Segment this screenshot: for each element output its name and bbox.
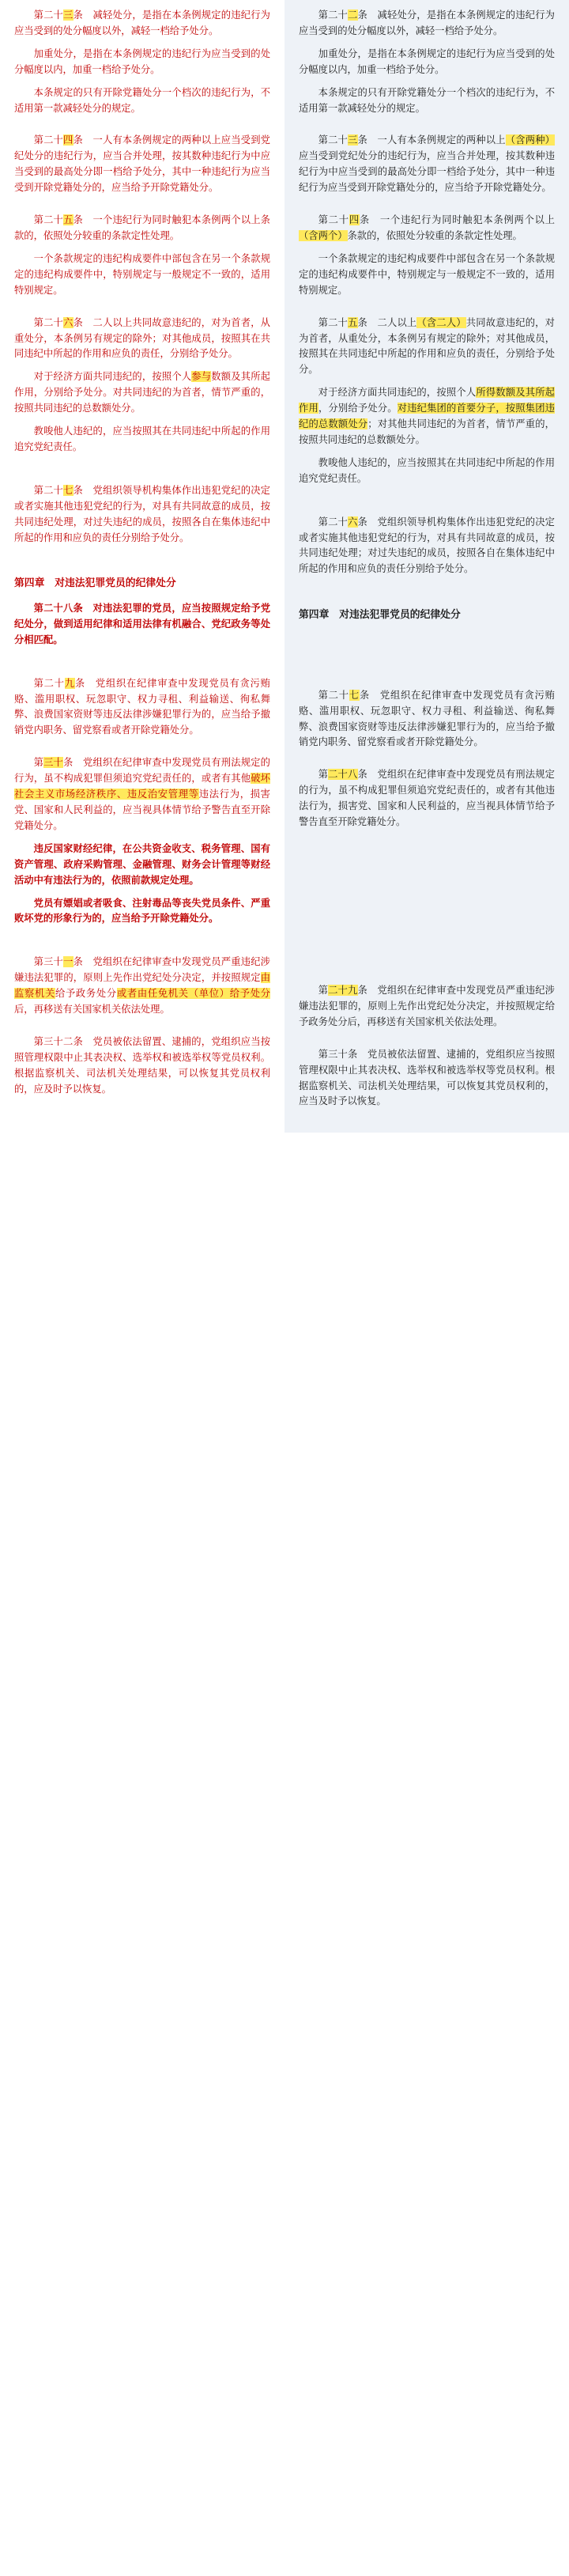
text-run: 数额及其所起作用，分别给予处分。对共同违纪的为首者，情节严重的，按照共同违纪的总数额处分。 [14, 371, 270, 414]
two-column-document [0, 0, 569, 1133]
article-paragraph [14, 8, 270, 40]
text-run: 本条规定的只有开除党籍处分一个档次的违纪行为，不适用第一款减轻处分的规定。 [14, 86, 270, 114]
article-paragraph [14, 47, 270, 78]
text-run: 对于经济方面共同违纪的，按照个人 [33, 371, 192, 383]
highlighted-text: 二 [348, 9, 358, 21]
article-paragraph [14, 1035, 270, 1098]
paragraph-spacer [299, 584, 555, 594]
article-paragraph [14, 842, 270, 889]
text-run: ，分别给予处分。 [318, 403, 398, 414]
text-run: 条 党组织在纪律审查中发现党员有贪污贿赂、滥用职权、玩忽职守、权力寻租、利益输送、徇私舞弊、浪费国家资财等违反法律涉嫌犯罪行为的，应当给予撤销党内职务、留党察看或者开除党籍处分。 [299, 689, 555, 748]
article-paragraph [299, 213, 555, 244]
text-run: 加重处分，是指在本条例规定的违纪行为应当受到的处分幅度以内，加重一档给予处分。 [14, 47, 270, 75]
highlighted-text: 对违纪集团的首要分子，按照集团违纪的总数额处分 [299, 403, 555, 430]
highlighted-text: 三 [348, 134, 358, 146]
paragraph-spacer [299, 838, 555, 893]
text-run: 第二十 [318, 9, 349, 21]
text-run: 第二十 [33, 316, 64, 328]
article-paragraph [14, 316, 270, 363]
highlighted-text: 六 [348, 516, 358, 528]
article-paragraph [299, 385, 555, 448]
text-run: 第 [318, 985, 329, 996]
text-run: 党员有嫖娼或者吸食、注射毒品等丧失党员条件、严重败坏党的形象行为的，应当给予开除党籍处分。 [14, 897, 270, 925]
highlighted-text: 七 [349, 689, 360, 701]
article-paragraph [14, 213, 270, 244]
text-run: 违反国家财经纪律，在公共资金收支、税务管理、国有资产管理、政府采购管理、金融管理、财务会计管理等财经活动中有违法行为的，依照前款规定处理。 [14, 842, 270, 886]
paragraph-spacer [14, 203, 270, 213]
text-run: 第 [318, 769, 329, 781]
paragraph-spacer [299, 494, 555, 515]
article-paragraph [14, 369, 270, 417]
text-run: 条 二人以上 [357, 316, 417, 328]
article-paragraph [299, 316, 555, 379]
highlighted-text: 三十 [43, 757, 64, 769]
text-run: 本条规定的只有开除党籍处分一个档次的违纪行为，不适用第一款减轻处分的规定。 [299, 86, 555, 114]
text-run: 条 一人有本条例规定的两种以上 [357, 134, 506, 146]
text-run: 条 减轻处分，是指在本条例规定的违纪行为应当受到的处分幅度以外，减轻一档给予处分。 [299, 9, 555, 36]
article-paragraph [14, 755, 270, 834]
highlighted-text: 参与 [191, 371, 212, 383]
text-run: 第三十 [33, 956, 64, 968]
paragraph-spacer [299, 948, 555, 983]
text-run: 第三十二条 党员被依法留置、逮捕的，党组织应当按照管理权限中止其表决权、选举权和被选举权等党员权利。根据监察机关、司法机关处理结果，可以恢复其党员权利的，应及时予以恢复。 [14, 1035, 270, 1095]
article-paragraph [299, 456, 555, 487]
article-paragraph [299, 983, 555, 1031]
paragraph-spacer [14, 656, 270, 676]
text-run: ；对其他共同违纪的为首者，情节严重的，按照共同违纪的总数额处分。 [299, 418, 555, 445]
text-run: 教唆他人违纪的，应当按照其在共同违纪中所起的作用追究党纪责任。 [299, 456, 555, 484]
text-run: 第二十 [318, 134, 349, 146]
highlighted-text: 一 [63, 956, 73, 968]
text-run: 条 一人有本条例规定的两种以上应当受到党纪处分的违纪行为，应当合并处理，按其数种违纪行为中应当受到的最高处分即一档给予处分，其中一种违纪行为应当受到开除党籍处分的，应当给予开除党籍处分。 [14, 134, 270, 194]
chapter-heading: 第四章 对违法犯罪党员的纪律处分 [299, 609, 461, 621]
text-run: 第二十 [33, 214, 64, 226]
highlighted-text: （含两种） [505, 134, 555, 146]
highlighted-text: 四 [349, 214, 360, 226]
highlighted-text: 或者由任免机关（单位）给予处分 [116, 988, 270, 1000]
article-paragraph [14, 133, 270, 196]
text-run: 共同故意违纪的，对为首者，从重处分，本条例另有规定的除外；对其他成员，按照其在共同违纪中所起的作用和应负的责任，分别给予处分。 [299, 316, 555, 376]
article-paragraph [299, 8, 555, 40]
text-run: 条款的，依照处分较重的条款定性处理。 [347, 229, 522, 241]
article-paragraph [299, 85, 555, 117]
text-run: 第二十 [33, 9, 64, 21]
text-run: 条 党组织在纪律审查中发现党员有刑法规定的行为，虽不构成犯罪但须追究党纪责任的，或者有其他 [14, 757, 270, 785]
paragraph-spacer [14, 463, 270, 483]
text-run: 条 党组织在纪律审查中发现党员严重违纪涉嫌违法犯罪的，原则上先作出党纪处分决定，并按照规定 [14, 956, 270, 984]
highlighted-text: 五 [348, 316, 358, 328]
article-paragraph [299, 133, 555, 196]
text-run: 一个条款规定的违纪构成要件中部包含在另一个条款规定的违纪构成要件中，特别规定与一般规定不一致的，适用特别规定。 [299, 252, 555, 296]
text-run: 第二十八条 对违法犯罪的党员，应当按照规定给予党纪处分，做到适用纪律和适用法律有机融合、党纪政务等处分相匹配。 [14, 602, 270, 645]
text-run: 应当受到党纪处分的违纪行为，应当合并处理，按其数种违纪行为中应当受到的最高处分即一档给予处分，其中一种违纪行为应当受到开除党籍处分的，应当给予开除党籍处分。 [299, 150, 555, 194]
article-paragraph [299, 47, 555, 78]
highlighted-text: 二十八 [328, 769, 358, 781]
article-paragraph [14, 955, 270, 1018]
paragraph-spacer [299, 123, 555, 133]
text-run: 违法行为，损害党、国家和人民利益的，应当视具体情节给予警告直至开除党籍处分。 [14, 789, 270, 831]
text-run: 条 一个违纪行为同时触犯本条例两个以上 [359, 214, 555, 226]
highlighted-text: 二十九 [328, 985, 358, 996]
article-paragraph [14, 424, 270, 456]
paragraph-spacer [14, 553, 270, 562]
text-run: 条 减轻处分，是指在本条例规定的违纪行为应当受到的处分幅度以外，减轻一档给予处分。 [14, 9, 270, 36]
text-run: 条 一个违纪行为同时触犯本条例两个以上条款的，依照处分较重的条款定性处理。 [14, 214, 270, 241]
text-run: 第二十 [33, 134, 64, 146]
text-run: 对于经济方面共同违纪的，按照个人 [318, 387, 477, 399]
article-paragraph [299, 1047, 555, 1110]
highlighted-text: 由监察机关 [14, 972, 270, 1000]
text-run: 第二十 [33, 484, 64, 496]
text-run: 第三十条 党员被依法留置、逮捕的，党组织应当按照管理权限中止其表决权、选举权和被选举权等党员权利。根据监察机关、司法机关处理结果，可以恢复其党员权利的，应当及时予以恢复。 [299, 1048, 555, 1107]
article-paragraph [299, 252, 555, 299]
text-run: 条 党组织领导机构集体作出违犯党纪的决定或者实施其他违犯党纪的行为，对具有共同故意的成员，按共同违纪处理，对过失违纪的成员，按照各自在集体违纪中所起的作用和应负的责任分别给予处分。 [14, 484, 270, 543]
paragraph-spacer [14, 306, 270, 316]
highlighted-text: （含两个） [299, 229, 348, 241]
article-paragraph [14, 85, 270, 117]
text-run: 第 [33, 757, 44, 769]
text-run: 第二十 [318, 689, 349, 701]
highlighted-text: 九 [64, 677, 75, 689]
highlighted-text: 七 [63, 484, 73, 496]
paragraph-spacer [14, 934, 270, 955]
text-run: 第二十 [33, 677, 65, 689]
article-paragraph [299, 767, 555, 830]
highlighted-text: 五 [63, 214, 73, 226]
text-run: 一个条款规定的违纪构成要件中部包含在另一个条款规定的违纪构成要件中，特别规定与一般规定不一致的，适用特别规定。 [14, 252, 270, 296]
article-paragraph [299, 688, 555, 751]
text-run: 后，再移送有关国家机关依法处理。 [14, 1004, 170, 1016]
article-paragraph [14, 252, 270, 299]
text-run: 加重处分，是指在本条例规定的违纪行为应当受到的处分幅度以内，加重一档给予处分。 [299, 47, 555, 75]
right-column-revised [284, 0, 569, 1133]
text-run: 第二十 [318, 316, 349, 328]
paragraph-spacer [14, 123, 270, 133]
text-run: 第二十 [318, 214, 349, 226]
highlighted-text: 四 [63, 134, 73, 146]
paragraph-spacer [299, 306, 555, 316]
text-run: 条 党组织在纪律审查中发现党员有刑法规定的行为，虽不构成犯罪但须追究党纪责任的，或者有其他违法行为，损害党、国家和人民利益的，应当视具体情节给予警告直至开除党籍处分。 [299, 769, 555, 828]
highlighted-text: （含二人） [416, 316, 466, 328]
paragraph-spacer [299, 203, 555, 213]
highlighted-text: 三 [63, 9, 73, 21]
left-column-original [0, 0, 284, 1133]
text-run: 给予政务处分 [55, 988, 117, 1000]
article-paragraph [299, 515, 555, 578]
text-run: 条 党组织在纪律审查中发现党员严重违纪涉嫌违法犯罪的，原则上先作出党纪处分决定，并按照规定给予政务处分后，再移送有关国家机关依法处理。 [299, 985, 555, 1027]
text-run: 条 党组织领导机构集体作出违犯党纪的决定或者实施其他违犯党纪的行为，对具有共同故意的成员，按共同违纪处理；对过失违纪的成员，按照各自在集体违纪中所起的作用和应负的责任分别给予处分。 [299, 516, 555, 575]
text-run: 条 党组织在纪律审查中发现党员有贪污贿赂、滥用职权、玩忽职守、权力寻租、利益输送、徇私舞弊、浪费国家资财等违反法律涉嫌犯罪行为的，应当给予撤销党内职务、留党察看或者开除党籍处分。 [14, 677, 270, 736]
text-run: 第二十 [318, 516, 349, 528]
highlighted-text: 破坏社会主义市场经济秩序、违反治安管理等 [14, 773, 270, 800]
highlighted-text: 六 [63, 316, 73, 328]
paragraph-spacer [299, 1038, 555, 1047]
paragraph-spacer [14, 1025, 270, 1035]
paragraph-spacer [14, 746, 270, 755]
text-run: 条 二人以上共同故意违纪的，对为首者，从重处分，本条例另有规定的除外；对其他成员，按照其在共同违纪中所起的作用和应负的责任，分别给予处分。 [14, 316, 270, 360]
text-run: 教唆他人违纪的，应当按照其在共同违纪中所起的作用追究党纪责任。 [14, 426, 270, 452]
article-paragraph [14, 676, 270, 740]
paragraph-spacer [299, 893, 555, 948]
article-paragraph [14, 483, 270, 547]
article-paragraph [14, 896, 270, 928]
chapter-heading: 第四章 对违法犯罪党员的纪律处分 [14, 577, 176, 589]
paragraph-spacer [299, 633, 555, 688]
article-paragraph [14, 601, 270, 649]
highlighted-text: 所得数额及其所起作用 [299, 387, 555, 414]
paragraph-spacer [299, 758, 555, 767]
